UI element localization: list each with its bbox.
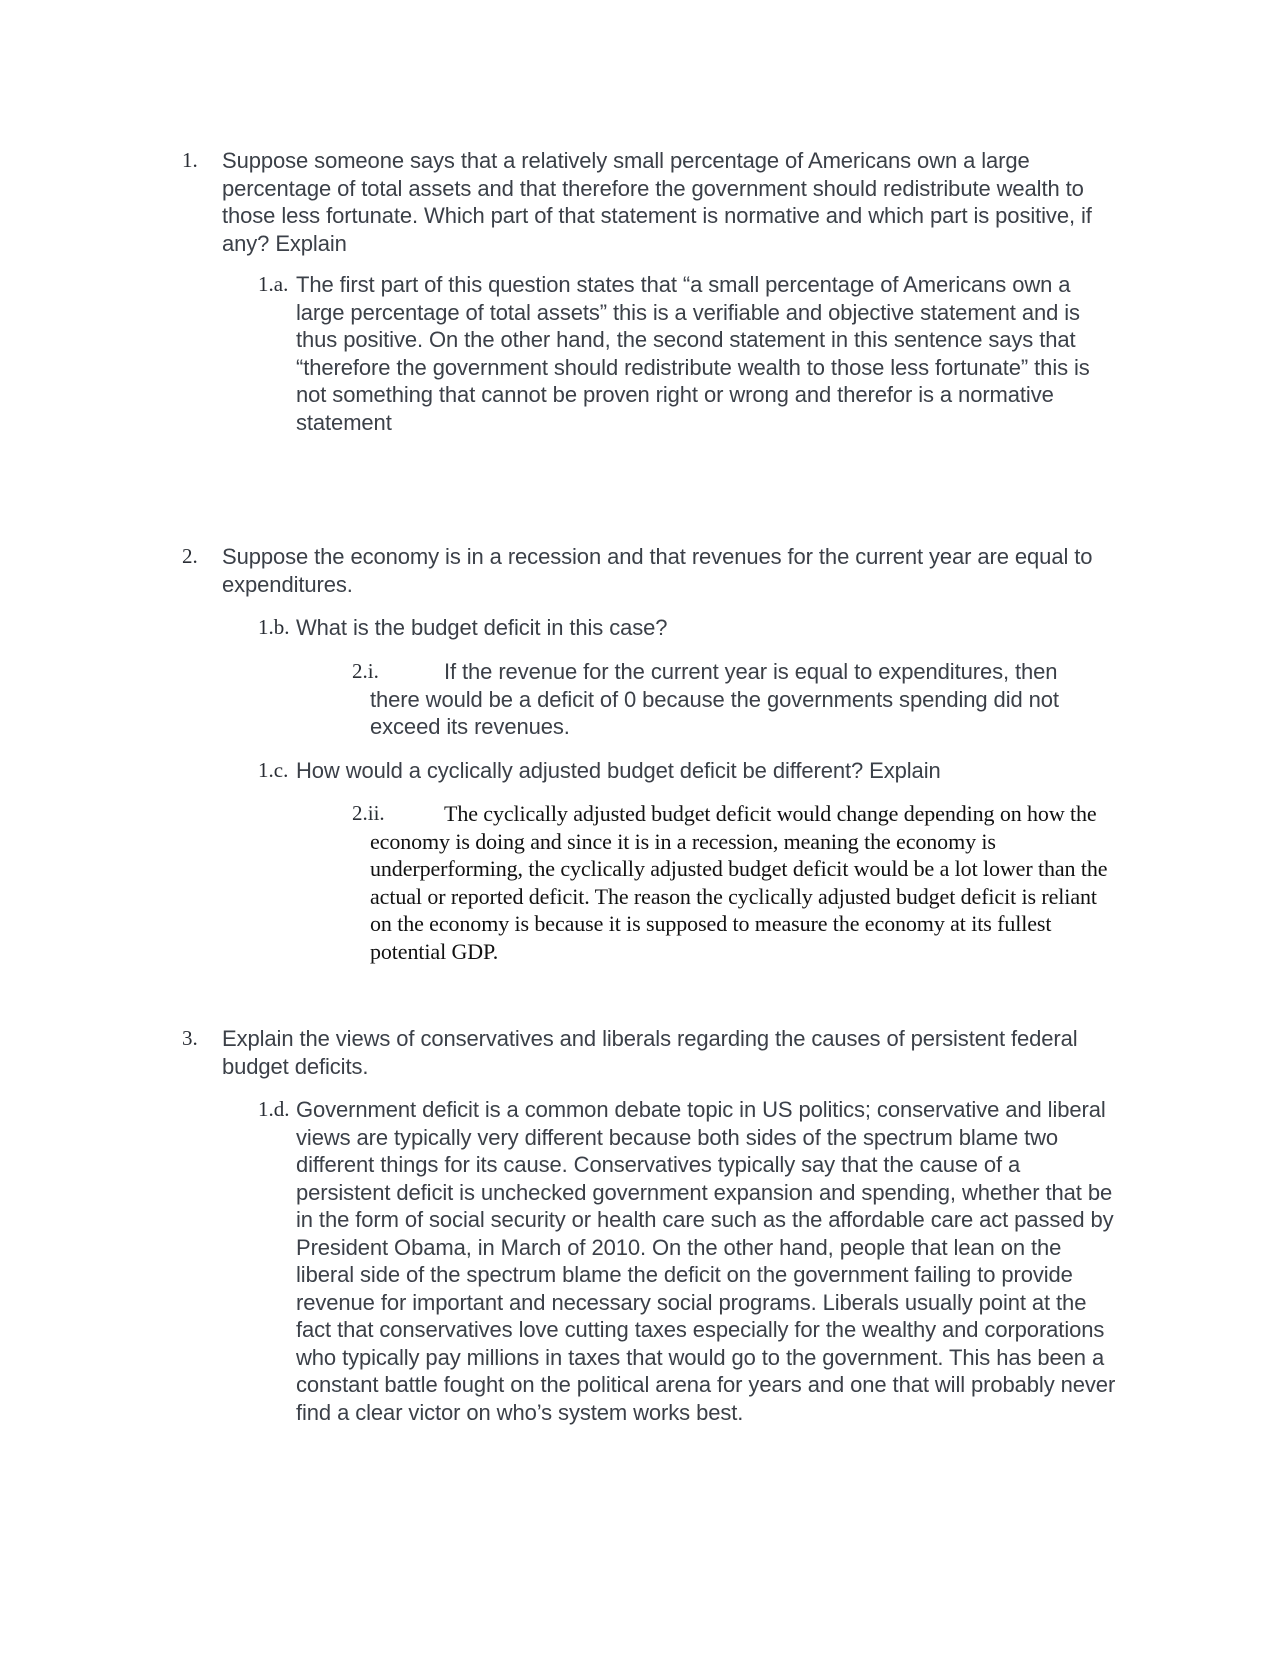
answer-2i-marker: 2.i. <box>352 659 379 683</box>
question-2-marker: 2. <box>182 544 198 568</box>
answer-1a-marker: 1.a. <box>258 272 289 296</box>
question-2 <box>182 543 1102 598</box>
answer-2ii-marker: 2.ii. <box>352 801 385 825</box>
question-3 <box>182 1025 1122 1080</box>
question-3-marker: 3. <box>182 1026 198 1050</box>
sub-question-1c-text: How would a cyclically adjusted budget deficit be different? Explain <box>296 758 941 783</box>
question-2-text: Suppose the economy is in a recession and that revenues for the current year are equal to expenditures. <box>222 544 1093 597</box>
answer-2ii <box>352 800 1110 965</box>
answer-1d-text: Government deficit is a common debate topic in US politics; conservative and liberal views are typically very different because both sides of the spectrum blame two different things for its cause. Conservatives typically say that the cause of a persistent deficit is unchecked government expansion and spending, whether that be in the form of social security or health care such as the affordable care act passed by President Obama, in March of 2010. On the other hand, people that lean on the liberal side of the spectrum blame the deficit on the government failing to provide revenue for important and necessary social programs. Liberals usually point at the fact that conservatives love cutting taxes especially for the wealthy and corporations who typically pay millions in taxes that would go to the government. This has been a constant battle fought on the political arena for years and one that will probably never find a clear victor on who’s system works best. <box>296 1097 1116 1425</box>
question-3-text: Explain the views of conservatives and liberals regarding the causes of persistent federal budget deficits. <box>222 1026 1078 1079</box>
answer-1a-text: The first part of this question states that “a small percentage of Americans own a large percentage of total assets” this is a verifiable and objective statement and is thus positive. On the other hand, the second statement in this sentence says that “therefore the government should redistribute wealth to those less fortunate” this is not something that cannot be proven right or wrong and therefor is a normative statement <box>296 272 1090 435</box>
question-1 <box>182 147 1102 257</box>
answer-2i-text: If the revenue for the current year is equal to expenditures, then there would be a deficit of 0 because the governments spending did not exceed its revenues. <box>370 659 1059 739</box>
answer-1a <box>258 271 1111 436</box>
sub-question-1b-text: What is the budget deficit in this case? <box>296 615 668 640</box>
sub-question-1c <box>258 757 1111 785</box>
answer-2i <box>352 658 1105 741</box>
sub-question-1c-marker: 1.c. <box>258 758 289 782</box>
answer-1d-marker: 1.d. <box>258 1097 290 1121</box>
sub-question-1b <box>258 614 1111 642</box>
question-1-text: Suppose someone says that a relatively small percentage of Americans own a large percentage of total assets and that therefore the government should redistribute wealth to those less fortunate. Which part of that statement is normative and which part is positive, if any? Explain <box>222 148 1092 256</box>
answer-1d <box>258 1096 1116 1426</box>
sub-question-1b-marker: 1.b. <box>258 615 290 639</box>
question-1-marker: 1. <box>182 148 198 172</box>
answer-2ii-text: The cyclically adjusted budget deficit would change depending on how the economy is doing and since it is in a recession, meaning the economy is underperforming, the cyclically adjusted budget deficit would be a lot lower than the actual or reported deficit. The reason the cyclically adjusted budget deficit is reliant on the economy is because it is supposed to measure the economy at its fullest potential GDP. <box>370 801 1108 964</box>
